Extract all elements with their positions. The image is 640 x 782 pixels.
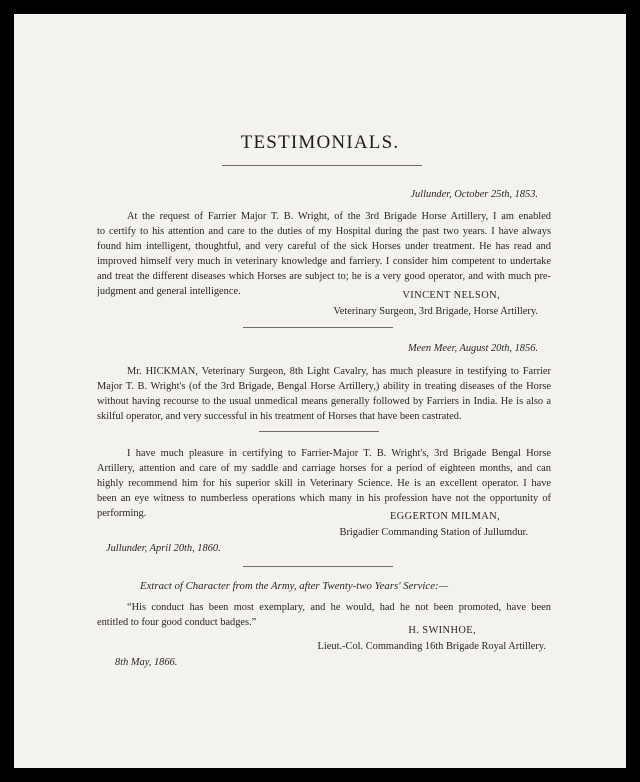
signature-title: Veterinary Surgeon, 3rd Brigade, Horse Artillery. (333, 306, 538, 317)
paragraph-line: performing. (97, 508, 147, 519)
paragraph-line: highly recommend him for his superior skill in Veterinary Science. He is an excellent operator. I have (97, 478, 551, 489)
paragraph-line: At the request of Farrier Major T. B. Wright, of the 3rd Brigade Horse Artillery, I am enabled (127, 211, 551, 222)
signature-name: EGGERTON MILMAN, (389, 511, 500, 522)
divider (243, 327, 393, 328)
document-page (14, 14, 626, 768)
paragraph-line: skilful operator, and very successful in his treatment of Horses that have been castrated. (97, 411, 462, 422)
signature-title: Brigadier Commanding Station of Jullumdur. (339, 527, 528, 538)
paragraph-line: found him intelligent, thoughtful, and very careful of the sick Horses under treatment. He has read and (97, 241, 551, 252)
dateline: Jullunder, April 20th, 1860. (106, 543, 221, 554)
quote-paragraph (97, 600, 551, 630)
paragraph-line: been an eye witness to numberless operations which many in his profession have not the opportunity of (97, 493, 551, 504)
extract-heading: Extract of Character from the Army, after Twenty-two Years' Service:— (140, 580, 449, 592)
paragraph-line: Major T. B. Wright's (of the 3rd Brigade, Bengal Horse Artillery,) ability in treating diseases of the Horse (97, 381, 551, 392)
testimonial-paragraph (97, 209, 551, 299)
divider (259, 431, 379, 432)
paragraph-line: to certify to his attention and care to the duties of my Hospital during the past two years. I have always (97, 226, 551, 237)
divider (243, 566, 393, 567)
paragraph-line: Artillery, attention and care of my saddle and carriage horses for a period of eighteen months, and can (97, 463, 551, 474)
signature-name: H. SWINHOE, (408, 625, 476, 636)
paragraph-line: entitled to four good conduct badges.” (97, 617, 257, 628)
paragraph-line: Mr. HICKMAN, Veterinary Surgeon, 8th Light Cavalry, has much pleasure in testifying to Farrier (127, 366, 551, 377)
paragraph-line: without having recourse to the usual unmedical means generally followed by Farriers in India. He is also a (97, 396, 551, 407)
dateline: Jullunder, October 25th, 1853. (410, 189, 538, 200)
testimonial-paragraph (97, 446, 551, 521)
dateline: Meen Meer, August 20th, 1856. (408, 343, 538, 354)
paragraph-line: judgment and general intelligence. (97, 286, 241, 297)
testimonial-paragraph (97, 364, 551, 424)
signature-title: Lieut.-Col. Commanding 16th Brigade Royal Artillery. (317, 641, 546, 652)
paragraph-line: “His conduct has been most exemplary, and he would, had he not been promoted, have been (127, 602, 551, 613)
paragraph-line: and treat the different diseases which Horses are subject to; he is a very good operator, and with much pre- (97, 271, 551, 282)
signature-name: VINCENT NELSON, (402, 290, 500, 301)
divider (222, 165, 422, 166)
paragraph-line: I have much pleasure in certifying to Farrier-Major T. B. Wright's, 3rd Brigade Bengal Horse (127, 448, 551, 459)
page-title: TESTIMONIALS. (240, 132, 400, 153)
dateline: 8th May, 1866. (115, 657, 178, 668)
paragraph-line: improved himself very much in veterinary knowledge and farriery. I consider him competent to undertake (97, 256, 551, 267)
